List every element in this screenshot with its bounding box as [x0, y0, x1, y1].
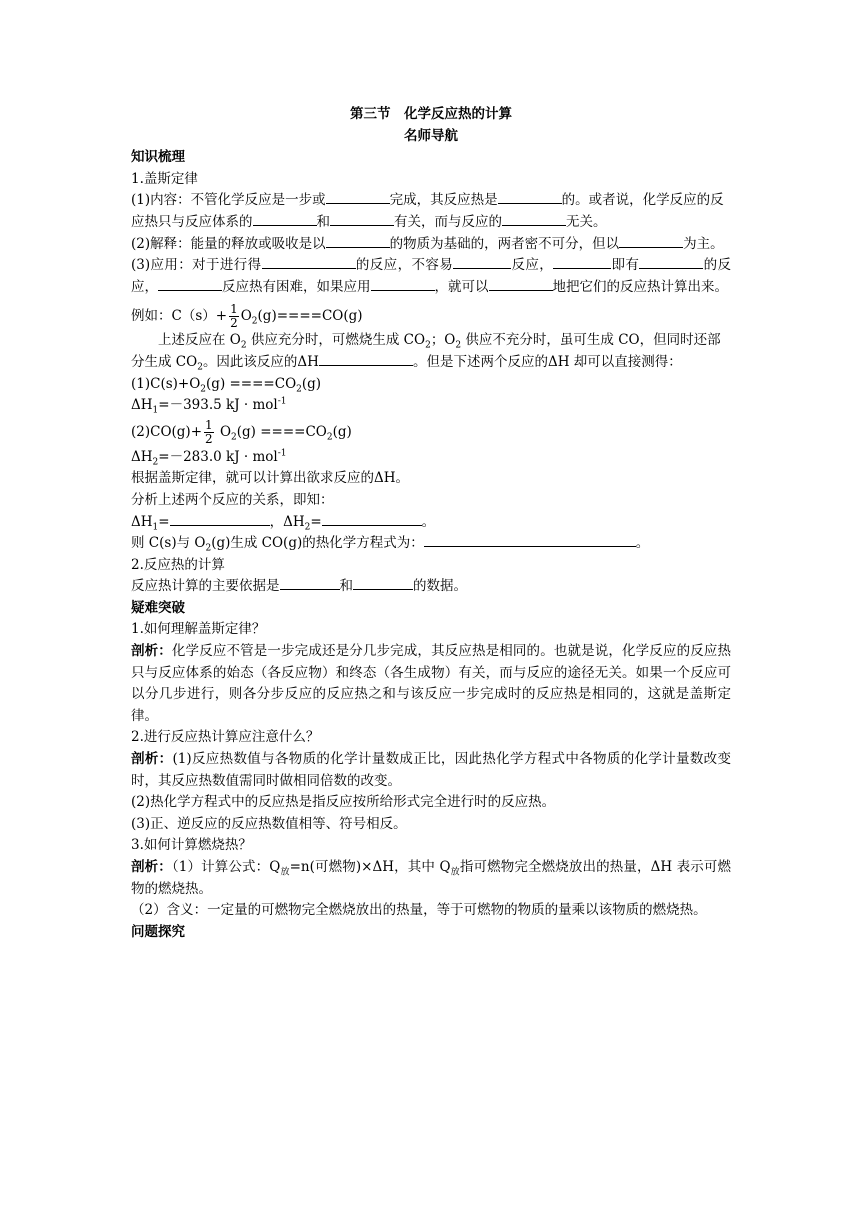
answer-blank — [639, 255, 703, 269]
paragraph: (1)内容：不管化学反应是一步或 完成，其反应热是 的。或者说，化学反应的反应热只与反应体系的 和 有关，而与反应的 无关。 — [131, 192, 724, 230]
answer-blank — [453, 255, 511, 269]
answer-blank — [326, 234, 390, 248]
answer-blank — [158, 277, 222, 291]
paragraph: 则 C(s)与 $O_2(g)$生成 CO(g)的热化学方程式为： 。 — [131, 535, 650, 554]
paragraph: 上述反应在 $O_2$ 供应充分时，可燃烧生成 $CO_2$；$O_2$ 供应不充分时，虽可生成 CO，但同时还部分生成 $CO_2$。因此该反应的ΔH 。但是下述两个反应的ΔH 却可以直接测得： — [131, 332, 721, 373]
question: 2.进行反应热计算应注意什么？ — [131, 729, 320, 746]
equation-example: 例如：C（s）+ $\frac{1}{2}$ $O_2(g)====CO(g)$ — [131, 302, 363, 331]
paragraph: 反应热计算的主要依据是 和 的数据。 — [131, 578, 467, 595]
paragraph: 根据盖斯定律，就可以计算出欲求反应的ΔH。 — [131, 470, 410, 487]
question: 3.如何计算燃烧热？ — [131, 837, 252, 854]
answer: 剖析：(1)反应热数值与各物质的化学计量数成正比，因此热化学方程式中各物质的化学计量数改变时，其反应热数值需同时做相同倍数的改变。 — [131, 751, 732, 789]
section-heading: 疑难突破 — [131, 599, 185, 616]
answer-blank — [330, 212, 394, 226]
answer-blank — [371, 277, 435, 291]
equation: (2)CO(g)+ $\frac{1}{2}$ $O_2(g) ====CO_2(g)$ — [131, 417, 352, 446]
fraction: $\frac{1}{2}$ — [205, 417, 213, 446]
page-title: 第三节 化学反应热的计算 — [350, 106, 512, 122]
paragraph: (3)应用：对于进行得 的反应，不容易 反应， 即有 的反应， 反应热有困难，如果应用 ，就可以 地把它们的反应热计算出来。 — [131, 257, 732, 295]
answer-blank — [322, 512, 422, 526]
equation: $\Delta H_2=-283.0$ kJ · mol$^{-1}$ — [131, 448, 287, 468]
answer: 剖析：化学反应不管是一步完成还是分几步完成，其反应热是相同的。也就是说，化学反应的反应热只与反应体系的始态（各反应物）和终态（各生成物）有关，而与反应的途径无关。如果一个反应可以分几步进行，则各分步反应的反应热之和与该反应一步完成时的反应热是相同的，这就是盖斯定律。 — [131, 643, 732, 724]
equation: $\Delta H_1=-393.5$ kJ · mol$^{-1}$ — [131, 396, 287, 416]
answer-blank — [553, 255, 611, 269]
paragraph: $\Delta H_1=$ ，$\Delta H_2=$ 。 — [131, 513, 436, 533]
answer-blank — [489, 277, 553, 291]
answer-blank — [253, 212, 317, 226]
answer-blank — [619, 234, 683, 248]
answer-blank — [280, 576, 340, 590]
answer: (3)正、逆反应的反应热数值相等、符号相反。 — [131, 815, 407, 832]
page-subtitle: 名师导航 — [404, 127, 458, 144]
section-heading: 问题探究 — [131, 923, 185, 940]
answer: (2)热化学方程式中的反应热是指反应按所给形式完全进行时的反应热。 — [131, 794, 556, 811]
fraction: $\frac{1}{2}$ — [230, 302, 238, 331]
paragraph: 分析上述两个反应的关系，即知： — [131, 491, 334, 508]
answer-blank — [502, 212, 566, 226]
answer-blank — [170, 512, 270, 526]
section-heading: 知识梳理 — [131, 149, 185, 166]
answer-blank — [424, 533, 636, 547]
answer: 剖析：（1）计算公式：$Q_放=n$(可燃物)×ΔH，其中 $Q_放$指可燃物完全燃烧放出的热量，ΔH 表示可燃物的燃烧热。 — [131, 859, 731, 897]
question: 1.如何理解盖斯定律？ — [131, 621, 266, 638]
answer: （2）含义：一定量的可燃物完全燃烧放出的热量，等于可燃物的物质的量乘以该物质的燃烧热。 — [131, 902, 707, 919]
subheading: 1.盖斯定律 — [131, 170, 198, 187]
answer-blank — [262, 255, 356, 269]
equation: $(1)C(s)+O_2(g) ====CO_2(g)$ — [131, 375, 322, 395]
subheading: 2.反应热的计算 — [131, 556, 225, 573]
answer-blank — [498, 190, 562, 204]
answer-blank — [319, 352, 413, 366]
answer-blank — [326, 190, 390, 204]
answer-blank — [353, 576, 413, 590]
paragraph: (2)解释：能量的释放或吸收是以 的物质为基础的，两者密不可分，但以 为主。 — [131, 235, 724, 252]
document-body — [131, 104, 731, 943]
